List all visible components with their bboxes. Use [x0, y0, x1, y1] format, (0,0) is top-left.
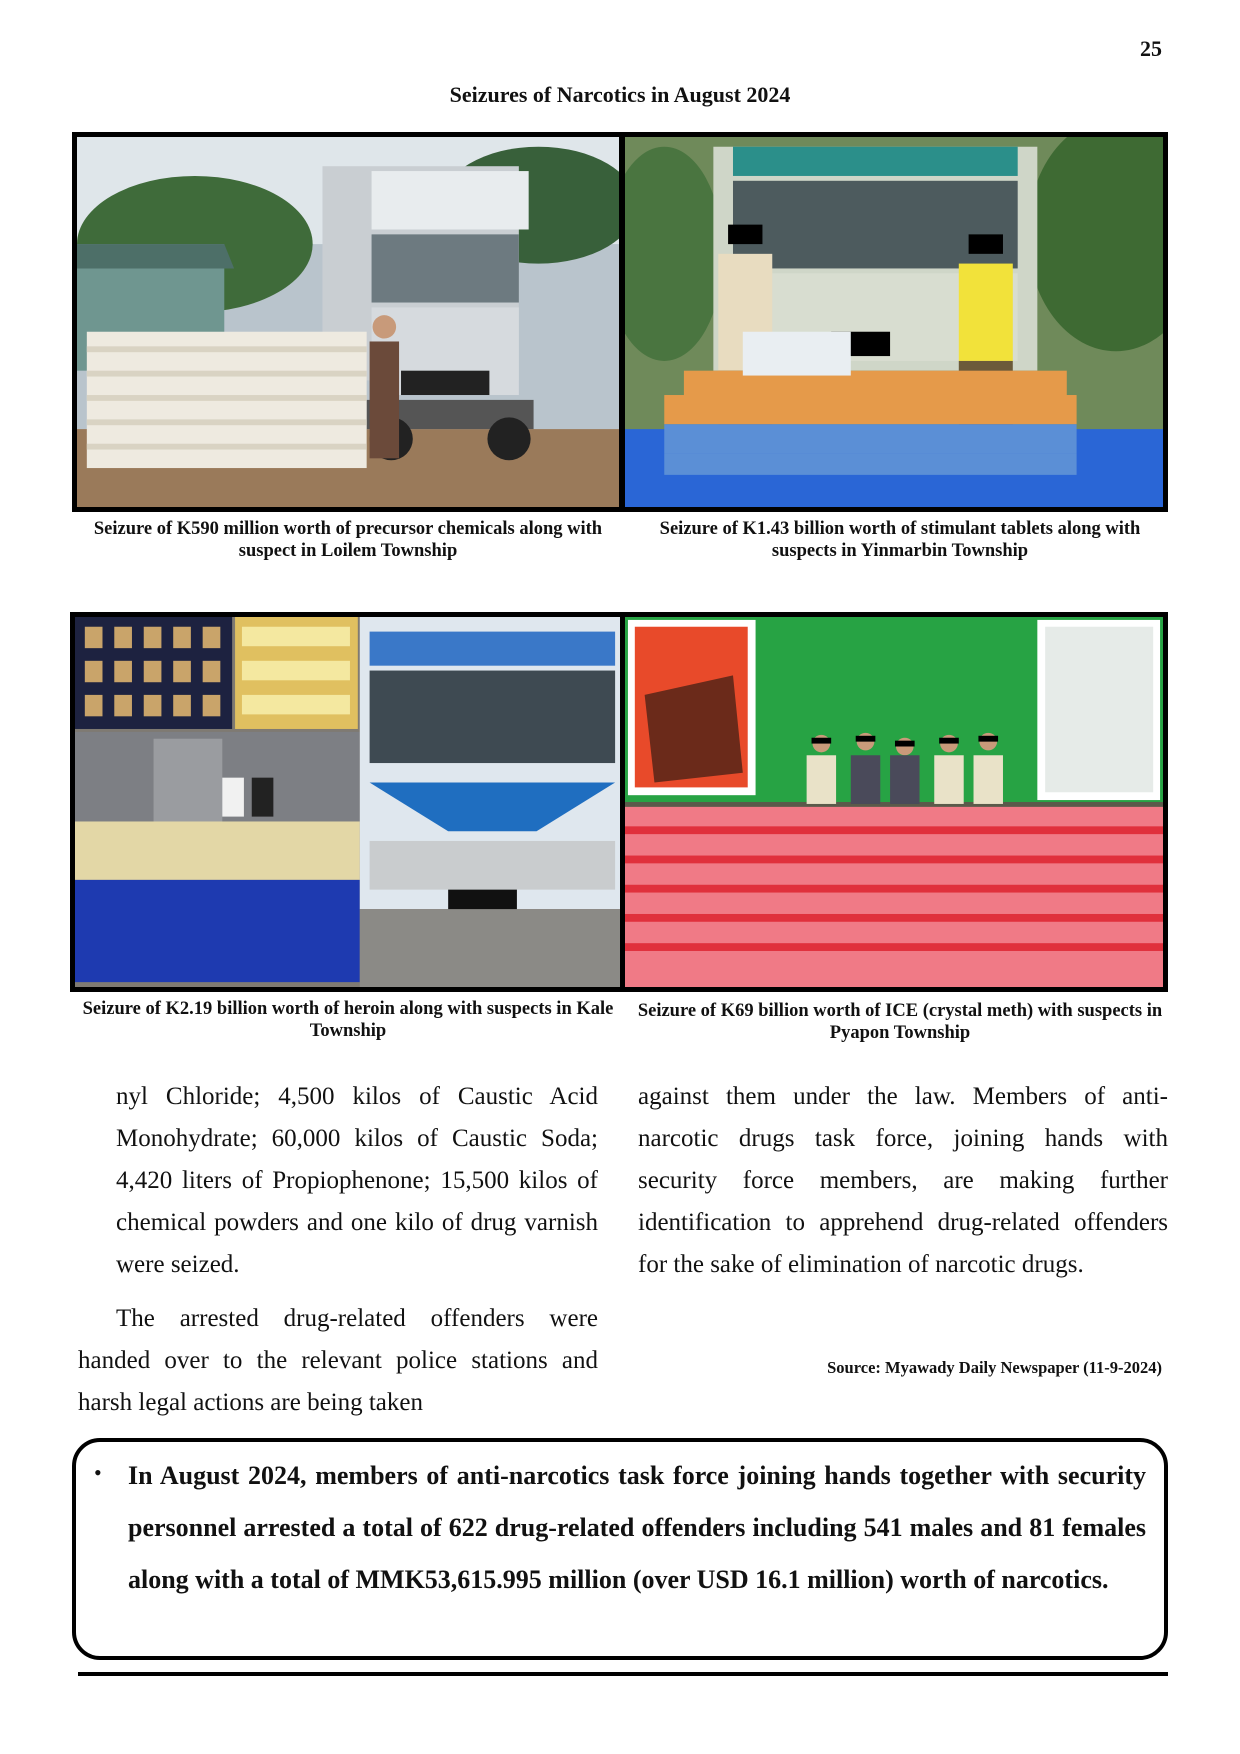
caption-stimulant-tablets: Seizure of K1.43 billion worth of stimulant tablets along with suspects in Yinmarbin Township: [659, 519, 1141, 561]
photo-heroin-image: [75, 617, 621, 987]
photo-heroin: [70, 612, 626, 992]
summary-box: [72, 1438, 1168, 1660]
summary-text: In August 2024, members of anti-narcotics task force joining hands together with security personnel arrested a total of 622 drug-related offenders including 541 males and 81 females along with a total of MMK53,615.995 million (over USD 16.1 million) worth of narcotics.: [128, 1461, 1146, 1594]
photo-stimulant-tablets-image: [625, 137, 1163, 507]
bottom-rule: [78, 1672, 1168, 1676]
page-title: Seizures of Narcotics in August 2024: [449, 82, 791, 107]
photo-precursor-chemicals: [72, 132, 624, 512]
source-credit: Source: Myawady Daily Newspaper (11-9-2024): [827, 1358, 1162, 1377]
body-left-paragraph-2: The arrested drug-related offenders were handed over to the relevant police stations and harsh legal actions are being taken: [78, 1305, 598, 1416]
caption-precursor-chemicals: Seizure of K590 million worth of precursor chemicals along with suspect in Loilem Township: [93, 519, 603, 561]
body-left-column: [78, 1076, 598, 1424]
page-number: 25: [1140, 36, 1162, 61]
photo-ice-crystal-meth-image: [625, 617, 1163, 987]
body-right-column: [638, 1076, 1168, 1286]
body-left-paragraph-1: nyl Chloride; 4,500 kilos of Caustic Acid Monohydrate; 60,000 kilos of Caustic Soda; 4,420 liters of Propiophenone; 15,500 kilos of chemical powders and one kilo of drug varnish were seized.: [116, 1083, 598, 1278]
photo-ice-crystal-meth: [620, 612, 1168, 992]
photo-stimulant-tablets: [620, 132, 1168, 512]
summary-bullet: •: [94, 1460, 102, 1485]
body-right-paragraph-1: against them under the law. Members of anti-narcotic drugs task force, joining hands with security force members, are making further identification to apprehend drug-related offenders for the sake of elimination of narcotic drugs.: [638, 1083, 1168, 1278]
caption-ice-crystal-meth: Seizure of K69 billion worth of ICE (crystal meth) with suspects in Pyapon Township: [637, 1001, 1163, 1043]
photo-precursor-chemicals-image: [77, 137, 619, 507]
caption-heroin: Seizure of K2.19 billion worth of heroin along with suspects in Kale Township: [82, 999, 614, 1041]
